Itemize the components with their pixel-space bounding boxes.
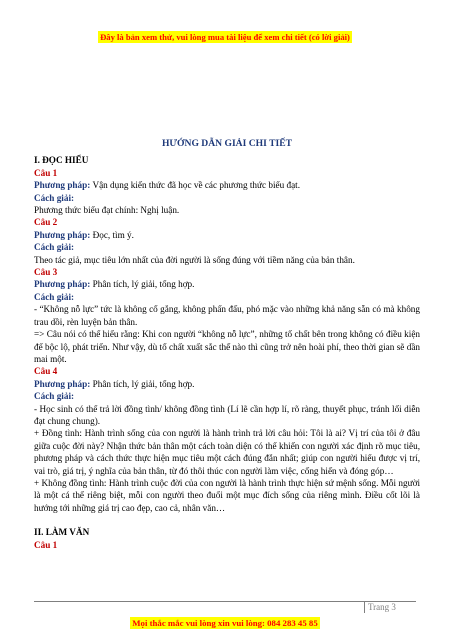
contact-banner	[0, 613, 450, 631]
section-heading-reading: I. ĐỌC HIỂU	[34, 155, 89, 166]
contact-banner-text: Mọi thắc mắc vui lòng xin vui lòng: 084 283 45 85	[132, 618, 318, 628]
question-3-label: Câu 3	[34, 267, 58, 278]
preview-banner-text: Đây là bản xem thử, vui lòng mua tài liệu để xem chi tiết (có lời giải)	[100, 32, 350, 42]
page-title: HƯỚNG DẪN GIẢI CHI TIẾT	[161, 138, 293, 149]
question-4-answer-1: - Học sinh có thể trả lời đồng tình/ không đồng tình (Lí lẽ cần hợp lí, rõ ràng, thuyết phục, tránh lối diễn đạt chung chung).	[34, 403, 420, 426]
question-2-method: Phương pháp: Đọc, tìm ý.	[34, 229, 134, 240]
question-4-answer-3: + Không đồng tình: Hành trình cuộc đời của con người là hành trình thực hiện sứ mệnh sống. Mỗi người là một cá thể riêng biệt, mỗi con người theo đuổi một mục đích sống của riêng mình. Điều cốt lõi là hướng tới những giá trị cao đẹp, cao cả, nhân văn…	[34, 477, 420, 513]
preview-banner	[0, 27, 450, 45]
question-4-label: Câu 4	[34, 366, 58, 377]
document-body	[34, 138, 420, 551]
question-3-answer-1: - “Không nỗ lực” tức là không cố gắng, không phấn đấu, phó mặc vào những khả năng sẵn có mà không trau dồi, rèn luyện bản thân.	[34, 304, 420, 327]
question-2-label: Câu 2	[34, 217, 58, 228]
question-4-method: Phương pháp: Phân tích, lý giải, tổng hợp.	[34, 378, 195, 389]
footer-divider	[34, 601, 416, 602]
question-3-solution-label: Cách giải:	[34, 291, 75, 302]
question-3-answer-2: => Câu nói có thể hiểu rằng: Khi con người “không nỗ lực”, những tố chất bên trong không có điều kiện để bộc lộ, phát triển. Như vậy, dù tố chất xuất sắc thế nào thì cũng trở nên hoài phí, theo thời gian sẽ dần mai một.	[34, 329, 420, 364]
question-5-label: Câu 1	[34, 539, 58, 550]
page-number-separator	[364, 601, 365, 613]
page-number: Trang 3	[368, 602, 396, 612]
question-1-solution-label: Cách giải:	[34, 192, 75, 203]
question-4-solution-label: Cách giải:	[34, 391, 75, 402]
question-1-method: Phương pháp: Vận dụng kiến thức đã học về các phương thức biểu đạt.	[34, 180, 301, 191]
section-heading-writing: II. LÀM VĂN	[34, 527, 90, 538]
question-3-method: Phương pháp: Phân tích, lý giải, tổng hợp.	[34, 279, 195, 290]
question-4-answer-2: + Đồng tình: Hành trình sống của con người là hành trình trả lời câu hỏi: Tôi là ai? Vị trí của tôi ở đâu giữa cuộc đời này? Nhận thức bản thân một cách toàn diện có thể khiến con người xác định rõ mục tiêu, phương pháp và cách thức thực hiện mục tiêu một cách đúng đắn nhất; giúp con người hiểu được vị trí, vai trò, giá trị, ý nghĩa của bản thân, từ đó thôi thúc con người làm việc, cống hiến và đóng góp…	[34, 428, 420, 476]
question-2-solution-label: Cách giải:	[34, 242, 75, 253]
question-1-label: Câu 1	[34, 167, 58, 178]
question-2-answer: Theo tác giả, mục tiêu lớn nhất của đời người là sống đúng với tiềm năng của bản thân.	[34, 254, 355, 265]
question-1-answer: Phương thức biểu đạt chính: Nghị luận.	[34, 205, 180, 216]
